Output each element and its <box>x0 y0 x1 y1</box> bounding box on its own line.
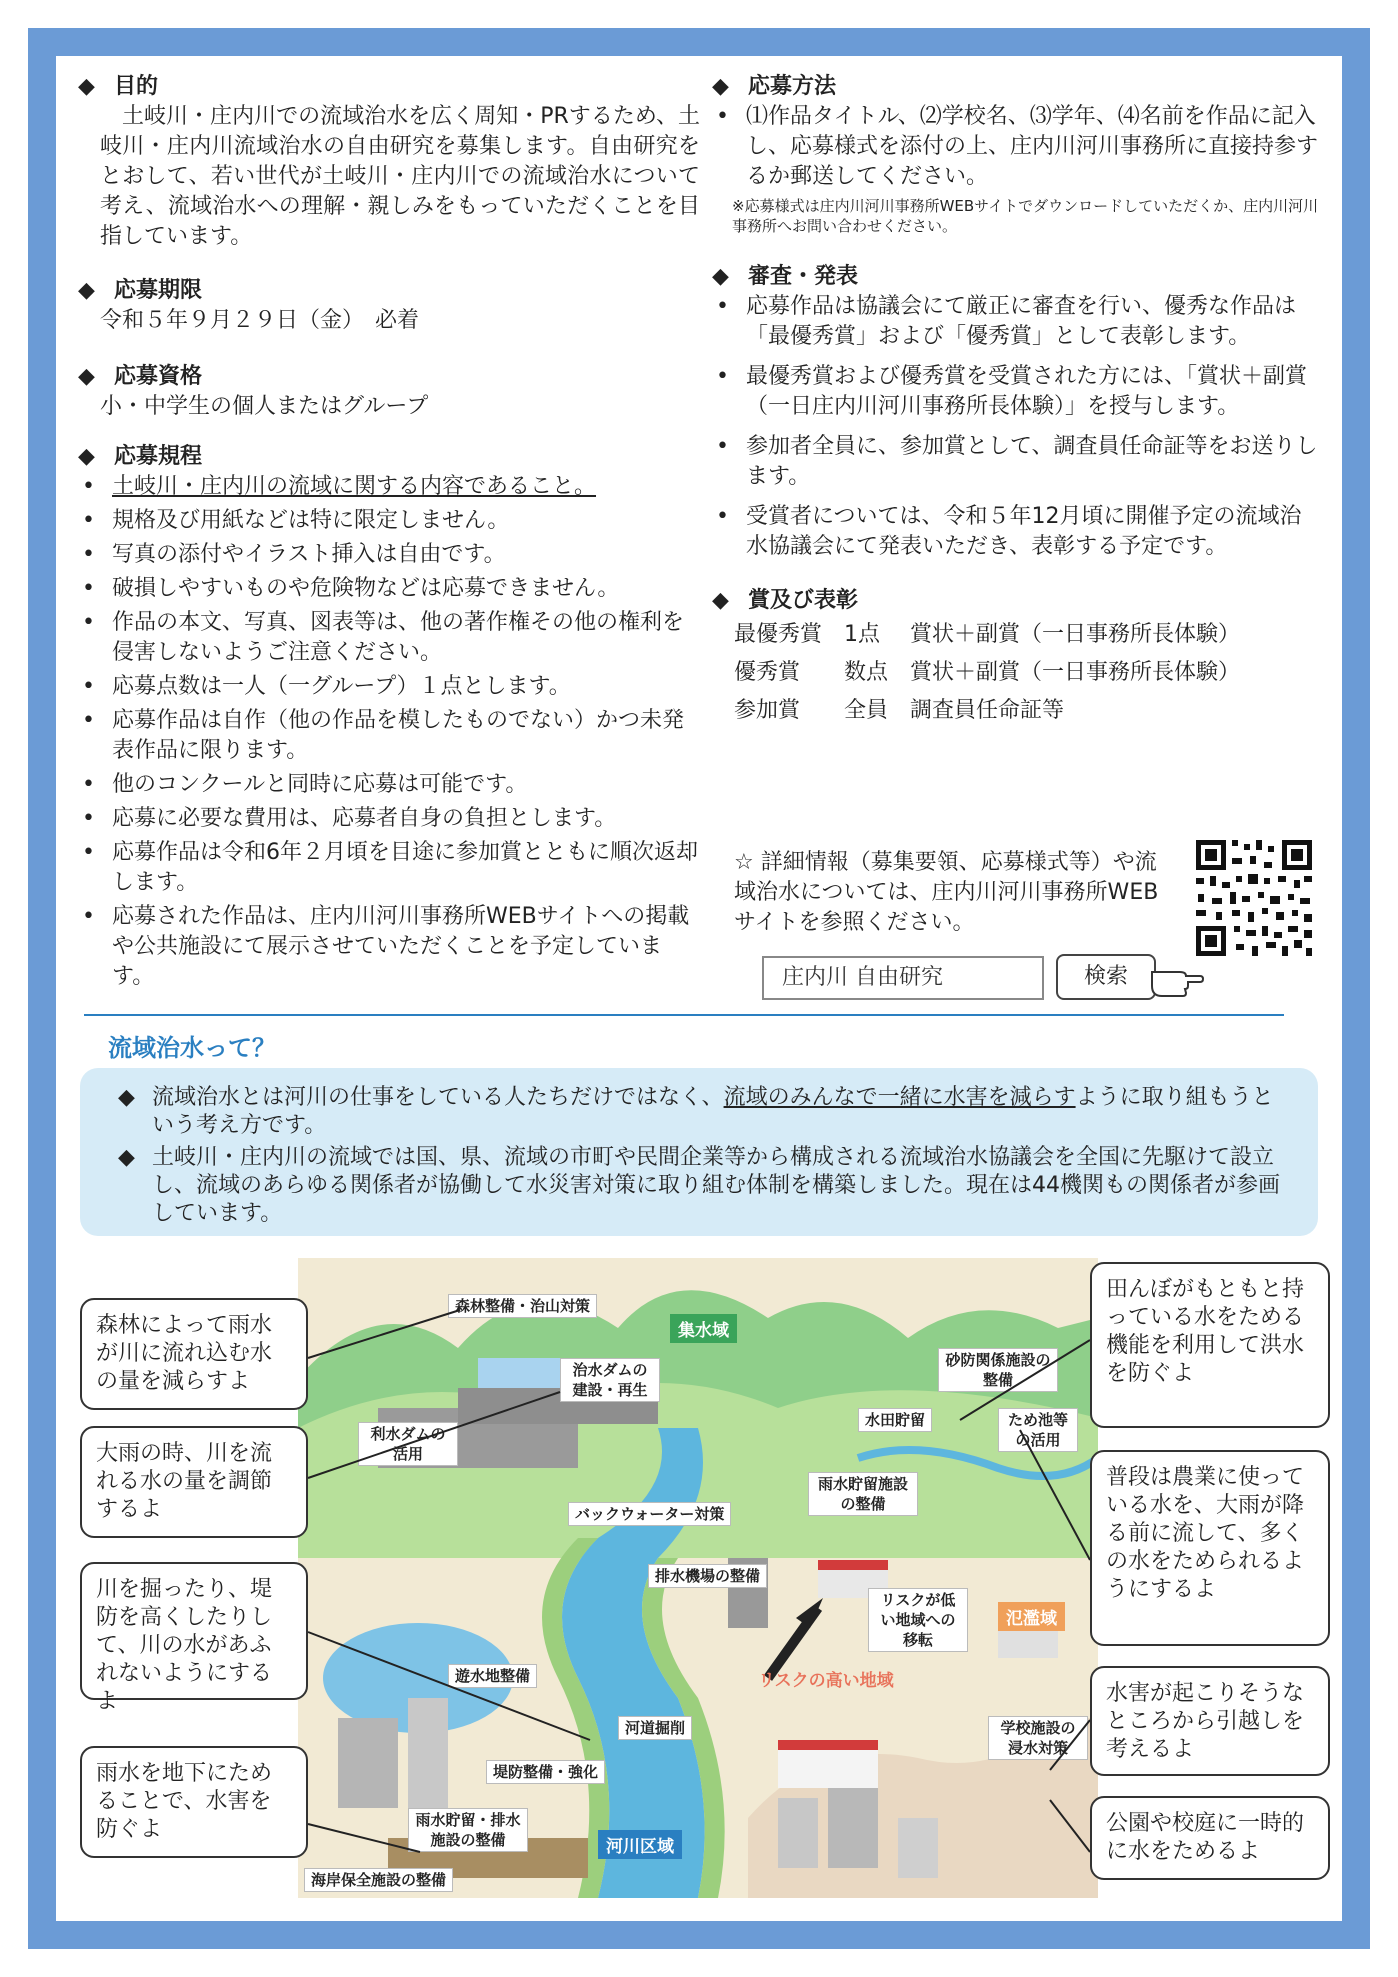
award-count: 全員 <box>844 698 889 723</box>
label-levee: 堤防整備・強化 <box>486 1760 605 1784</box>
award-count: 1点 <box>844 622 881 647</box>
label-retention: 遊水地整備 <box>448 1664 537 1688</box>
rules-item: • 破損しやすいものや危険物などは応募できません。 <box>78 574 700 604</box>
label-sabo: 砂防関係施設の整備 <box>938 1348 1058 1392</box>
label-forest: 森林整備・治山対策 <box>448 1294 597 1318</box>
rules-item: • 応募点数は一人（一グループ）１点とします。 <box>78 672 700 702</box>
method-heading: ◆ 応募方法 <box>712 74 837 99</box>
rules-item: • 応募作品は自作（他の作品を模したものでない）かつ未発表作品に限ります。 <box>78 706 700 766</box>
rules-item: • 土岐川・庄内川の流域に関する内容であること。 <box>78 472 700 502</box>
rules-item: • 写真の添付やイラスト挿入は自由です。 <box>78 540 700 570</box>
search-input[interactable]: 庄内川 自由研究 <box>762 956 1044 1000</box>
review-item: • 受賞者については、令和５年12月頃に開催予定の流域治水協議会にて発表いただき、表彰する予定です。 <box>712 502 1322 562</box>
deadline-body: 令和５年９月２９日（金） 必着 <box>100 308 420 333</box>
zone-river: 河川区域 <box>598 1830 682 1859</box>
eligibility-heading: ◆ 応募資格 <box>78 364 203 389</box>
about-p1-underline: 流域のみんなで一緒に水害を減らす <box>723 1085 1076 1110</box>
label-relocation: リスクが低い地域への移転 <box>868 1588 968 1652</box>
bubble-pond: 普段は農業に使っている水を、大雨が降る前に流して、多くの水をためられるようにするよ <box>1090 1450 1330 1646</box>
zone-catchment: 集水域 <box>670 1314 737 1343</box>
label-drainage: 雨水貯留・排水施設の整備 <box>408 1808 528 1852</box>
label-backwater: バックウォーター対策 <box>568 1502 731 1526</box>
bubble-park: 公園や校庭に一時的に水をためるよ <box>1090 1796 1330 1880</box>
bubble-underground: 雨水を地下にためることで、水害を防ぐよ <box>80 1746 308 1858</box>
zone-highrisk: リスクの高い地域 <box>758 1671 894 1691</box>
label-pond: ため池等の活用 <box>998 1408 1078 1452</box>
info-text: ☆ 詳細情報（募集要領、応募様式等）や流域治水については、庄内川河川事務所WEBサイトを参照ください。 <box>734 850 1159 935</box>
review-item: • 参加者全員に、参加賞として、調査員任命証等をお送りします。 <box>712 432 1322 492</box>
review-heading: ◆ 審査・発表 <box>712 264 859 289</box>
label-pump: 排水機場の整備 <box>648 1564 767 1588</box>
rules-item: • 応募された作品は、庄内川河川事務所WEBサイトへの掲載や公共施設にて展示させていただくことを予定しています。 <box>78 902 700 992</box>
rules-heading: ◆ 応募規程 <box>78 444 203 469</box>
review-item: • 最優秀賞および優秀賞を受賞された方には、「賞状＋副賞（一日庄内川河川事務所長体験）」を授与します。 <box>712 362 1322 422</box>
label-coast: 海岸保全施設の整備 <box>304 1868 453 1892</box>
award-prize: 調査員任命証等 <box>910 698 1065 723</box>
eligibility-body: 小・中学生の個人またはグループ <box>100 394 429 419</box>
rules-item: • 規格及び用紙などは特に限定しません。 <box>78 506 700 536</box>
bubble-relocation: 水害が起こりそうなところから引越しを考えるよ <box>1090 1666 1330 1776</box>
award-name: 参加賞 <box>734 698 801 723</box>
award-name: 最優秀賞 <box>734 622 823 647</box>
about-p1-b: ように取り組もうという考え方です。 <box>152 1085 1274 1138</box>
label-flood-dam: 治水ダムの建設・再生 <box>560 1358 660 1402</box>
method-item: • ⑴作品タイトル、⑵学校名、⑶学年、⑷名前を作品に記入し、応募様式を添付の上、庄内川河川事務所に直接持参するか郵送してください。 <box>712 102 1322 192</box>
label-dredging: 河道掘削 <box>618 1716 692 1740</box>
award-name: 優秀賞 <box>734 660 801 685</box>
bubble-paddy: 田んぼがもともと持っている水をためる機能を利用して洪水を防ぐよ <box>1090 1262 1330 1428</box>
zone-flood: 氾濫域 <box>998 1602 1065 1631</box>
bubble-river: 川を掘ったり、堤防を高くしたりして、川の水があふれないようにするよ <box>80 1562 308 1700</box>
award-count: 数点 <box>844 660 889 685</box>
about-paragraph-1: ◆ 流域治水とは河川の仕事をしている人たちだけではなく、流域のみんなで一緒に水害を減らすように取り組もうという考え方です。 <box>118 1085 1274 1138</box>
awards-heading: ◆ 賞及び表彰 <box>712 588 859 613</box>
rules-item: • 応募に必要な費用は、応募者自身の負担とします。 <box>78 804 700 834</box>
label-paddy: 水田貯留 <box>858 1408 932 1432</box>
award-prize: 賞状＋副賞（一日事務所長体験） <box>910 622 1241 647</box>
purpose-heading: ◆ 目的 <box>78 74 159 99</box>
label-school: 学校施設の浸水対策 <box>988 1716 1088 1760</box>
label-rain-storage: 雨水貯留施設の整備 <box>808 1472 918 1516</box>
review-item: • 応募作品は協議会にて厳正に審査を行い、優秀な作品は「最優秀賞」および「優秀賞」として表彰します。 <box>712 292 1322 352</box>
award-prize: 賞状＋副賞（一日事務所長体験） <box>910 660 1241 685</box>
bubble-dam: 大雨の時、川を流れる水の量を調節するよ <box>80 1426 308 1538</box>
purpose-body: 土岐川・庄内川での流域治水を広く周知・PRするため、土岐川・庄内川流域治水の自由研究を募集します。自由研究をとおして、若い世代が土岐川・庄内川での流域治水について考え、流域治水への理解・親しみをもっていただくことを目指しています。 <box>100 104 700 249</box>
about-p1-a: 流域治水とは河川の仕事をしている人たちだけではなく、 <box>152 1085 724 1110</box>
about-heading: 流域治水って？ <box>108 1034 276 1062</box>
rules-item: • 作品の本文、写真、図表等は、他の著作権その他の権利を侵害しないようご注意ください。 <box>78 608 700 668</box>
rules-item: • 他のコンクールと同時に応募は可能です。 <box>78 770 700 800</box>
method-note: ※応募様式は庄内川河川事務所WEBサイトでダウンロードしていただくか、庄内川河川事務所へお問い合わせください。 <box>732 197 1319 235</box>
rules-item: • 応募作品は令和6年２月頃を目途に参加賞とともに順次返却します。 <box>78 838 700 898</box>
deadline-heading: ◆ 応募期限 <box>78 278 203 303</box>
about-p2-text: 土岐川・庄内川の流域では国、県、流域の市町や民間企業等から構成される流域治水協議会を全国に先駆けて設立し、流域のあらゆる関係者が協働して水災害対策に取り組む体制を構築しました。現在は44機関もの関係者が参画しています。 <box>152 1145 1280 1226</box>
about-paragraph-2: ◆ 土岐川・庄内川の流域では国、県、流域の市町や民間企業等から構成される流域治水協議会を全国に先駆けて設立し、流域のあらゆる関係者が協働して水災害対策に取り組む体制を構築しました。現在は44機関もの関係者が参画しています。 <box>118 1145 1280 1226</box>
search-button[interactable]: 検索 <box>1056 954 1156 1000</box>
bubble-forest: 森林によって雨水が川に流れ込む水の量を減らすよ <box>80 1298 308 1410</box>
label-water-dam: 利水ダムの活用 <box>358 1422 458 1466</box>
